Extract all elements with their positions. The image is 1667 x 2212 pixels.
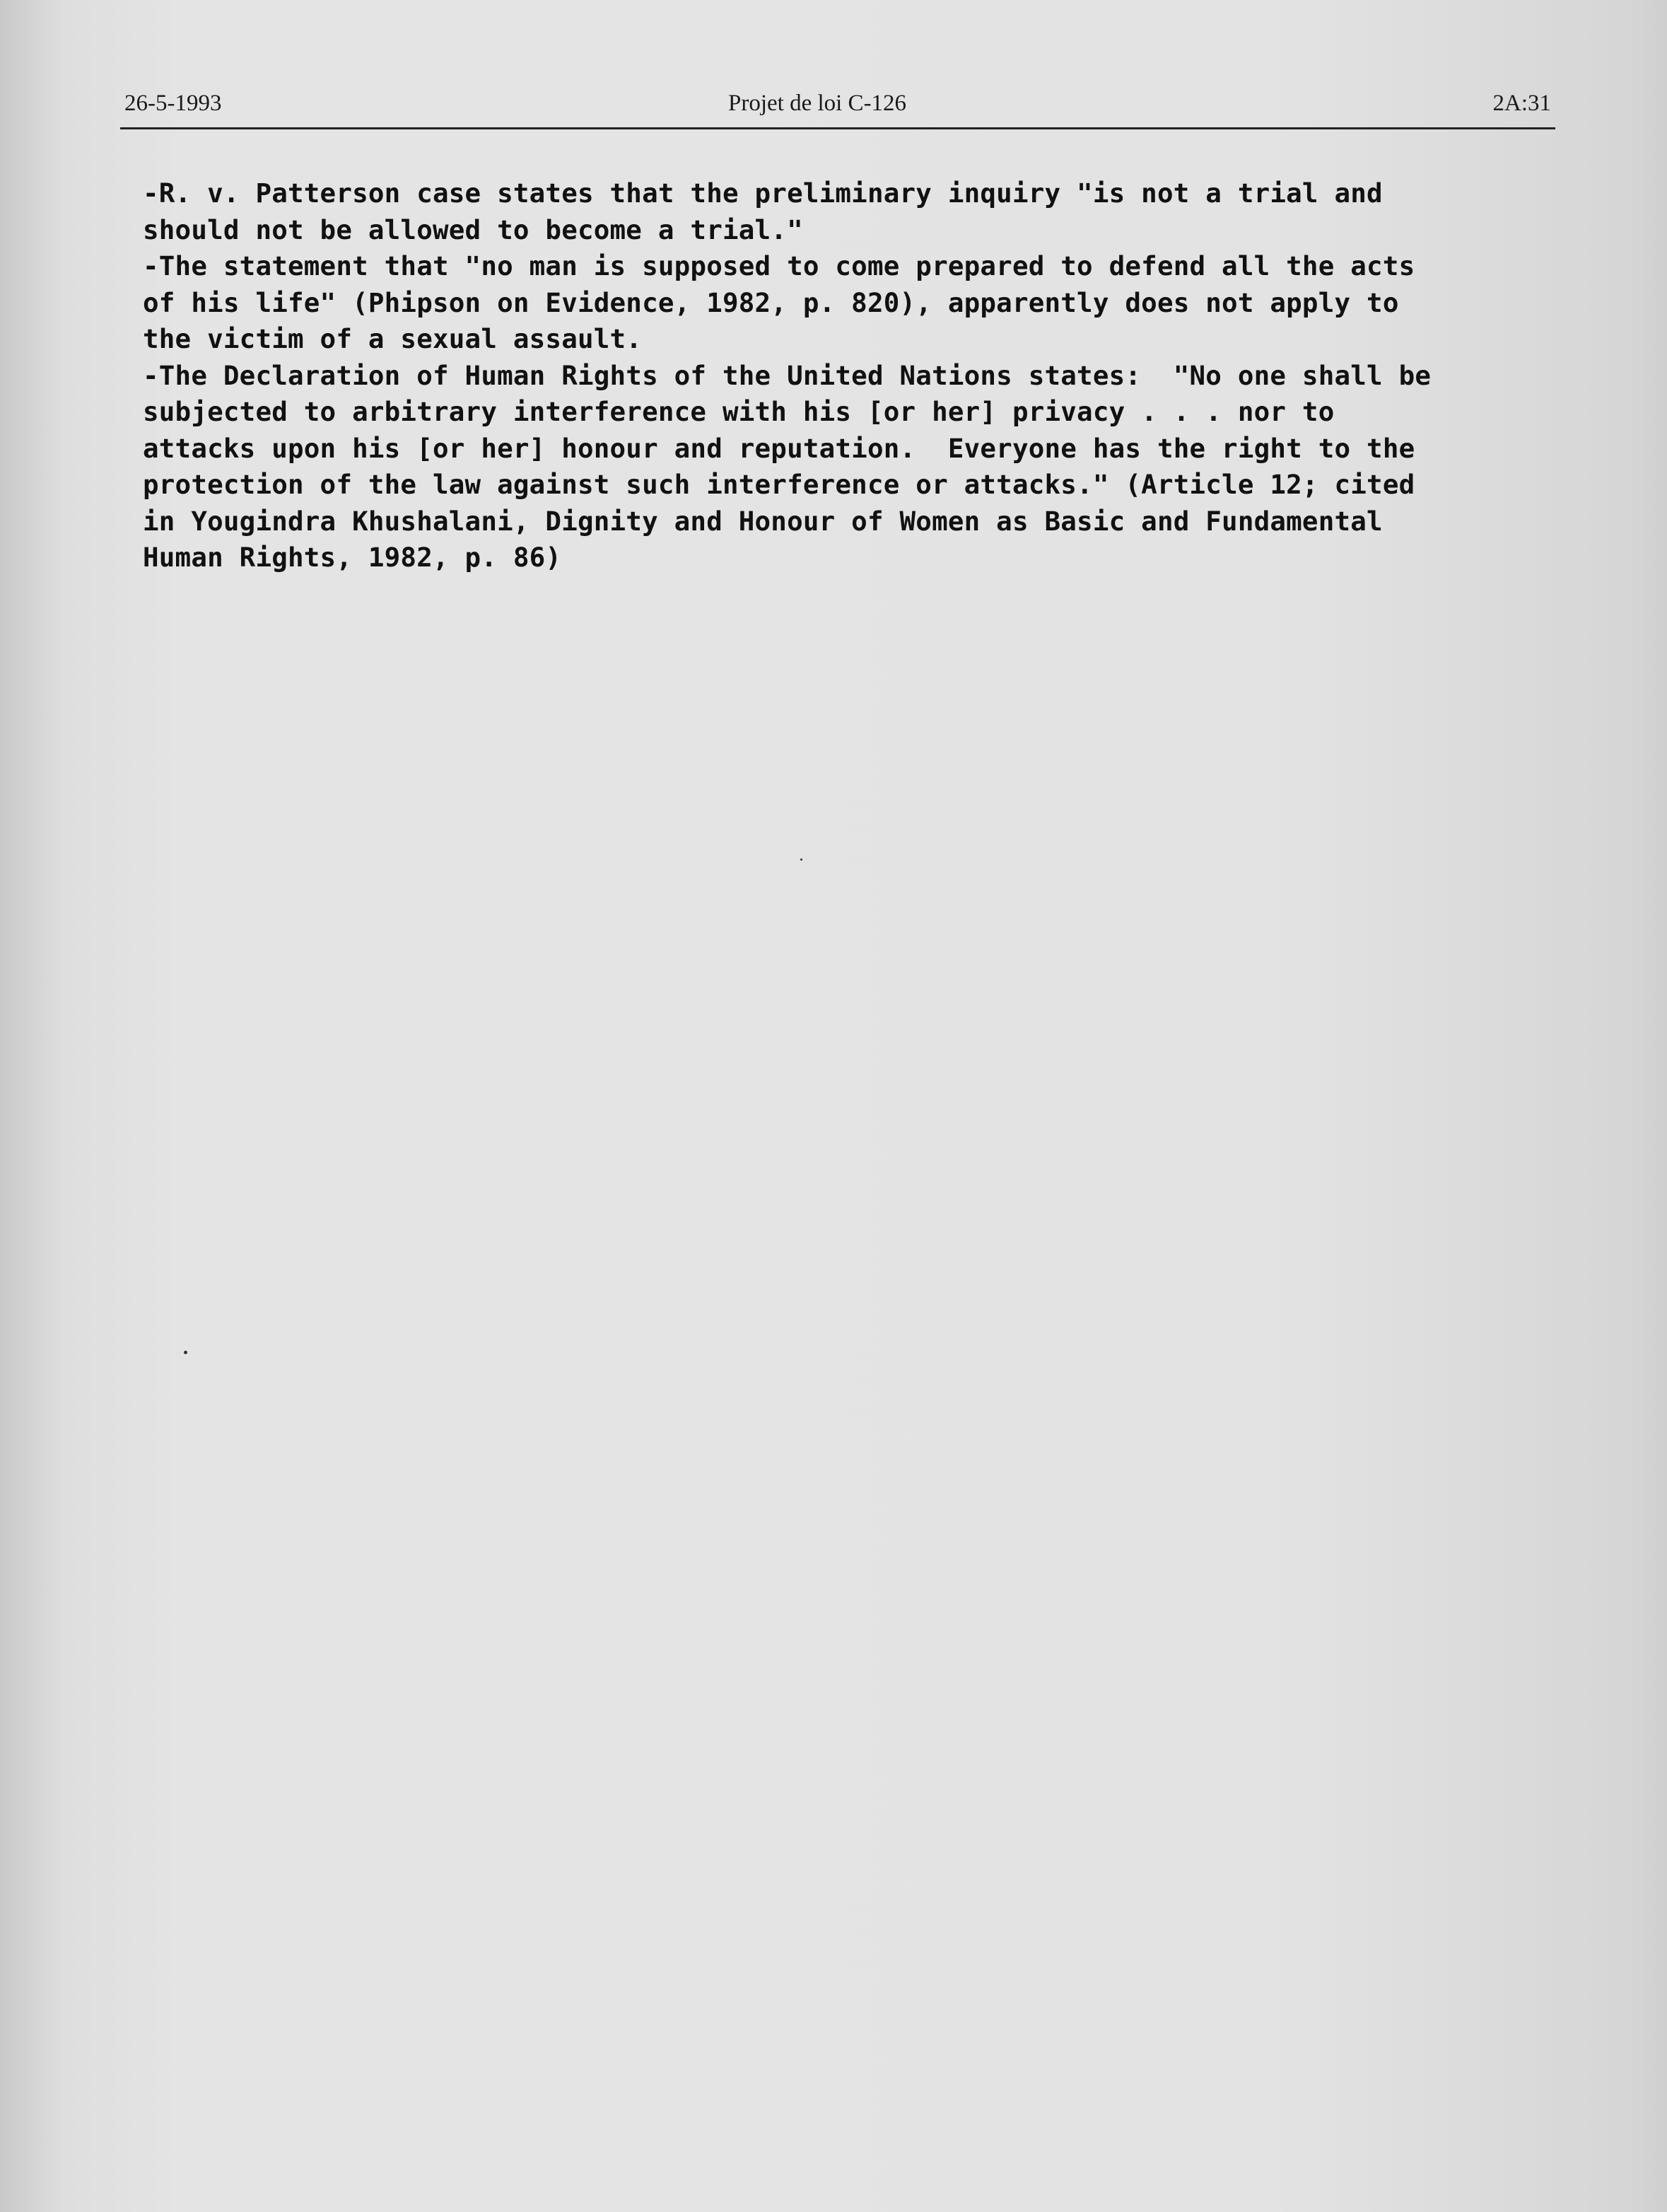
page-header [120, 91, 1555, 130]
scan-speck [800, 858, 802, 861]
paragraph-declaration: -The Declaration of Human Rights of the United Nations states: "No one shall be subjected to arbitrary interference with his [or her] privacy . . . nor to attacks upon his [or her] honour and reputation. Everyone has the right to the protection of the law against such interference or attacks." (Article 12; cited in Yougindra Khushalani, Dignity and Honour of Women as Basic and Fundamental Human Rights, 1982, p. 86) [143, 359, 1432, 573]
main-text [143, 175, 1528, 576]
paragraph-phipson: -The statement that "no man is supposed to come prepared to defend all the acts of his life" (Phipson on Evidence, 1982, p. 820), apparently does not apply to the victim of a sexual assault. [143, 250, 1415, 354]
scan-speck [184, 1351, 187, 1354]
header-page-ref: 2A:31 [1492, 91, 1551, 116]
header-date: 26-5-1993 [124, 91, 222, 116]
header-rule [120, 127, 1555, 129]
paragraph-patterson: -R. v. Patterson case states that the preliminary inquiry "is not a trial and should not be allowed to become a trial." [143, 177, 1383, 245]
header-title: Projet de loi C-126 [728, 91, 907, 116]
